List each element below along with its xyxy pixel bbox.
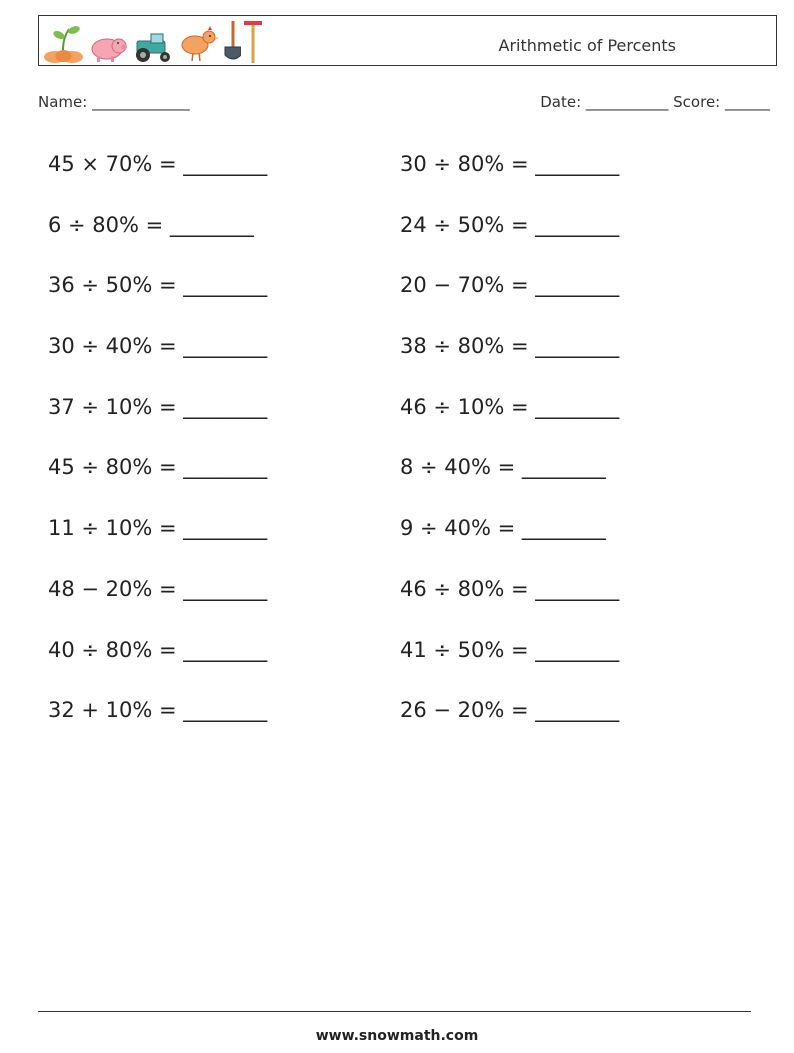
rake-icon <box>243 19 263 63</box>
footer-website: www.snowmath.com <box>315 1028 479 1044</box>
chicken-icon <box>177 23 219 63</box>
problem-14: 9 ÷ 40% = ________ <box>400 516 606 541</box>
shovel-icon <box>221 19 241 63</box>
problem-row <box>48 269 768 330</box>
name-field-label: Name: _____________ <box>38 93 190 111</box>
header-icons <box>43 19 263 63</box>
problem-10: 46 ÷ 10% = ________ <box>400 394 620 419</box>
problem-grid <box>48 148 768 755</box>
pig-icon <box>87 33 129 63</box>
problem-row <box>48 148 768 209</box>
worksheet-title: Arithmetic of Percents <box>498 36 676 55</box>
problem-row <box>48 634 768 695</box>
problem-row <box>48 573 768 634</box>
problem-9: 37 ÷ 10% = ________ <box>48 394 268 419</box>
problem-5: 36 ÷ 50% = ________ <box>48 273 268 298</box>
problem-17: 40 ÷ 80% = ________ <box>48 637 268 662</box>
problem-12: 8 ÷ 40% = ________ <box>400 455 606 480</box>
problem-4: 24 ÷ 50% = ________ <box>400 212 620 237</box>
problem-row <box>48 330 768 391</box>
problem-13: 11 ÷ 10% = ________ <box>48 516 268 541</box>
problem-6: 20 − 70% = ________ <box>400 273 620 298</box>
problem-row <box>48 209 768 270</box>
worksheet-header <box>38 15 777 66</box>
date-score-label: Date: ___________ Score: ______ <box>540 93 770 111</box>
problem-20: 26 − 20% = ________ <box>400 698 620 723</box>
problem-row <box>48 451 768 512</box>
problem-19: 32 + 10% = ________ <box>48 698 268 723</box>
problem-16: 46 ÷ 80% = ________ <box>400 576 620 601</box>
problem-18: 41 ÷ 50% = ________ <box>400 637 620 662</box>
problem-8: 38 ÷ 80% = ________ <box>400 334 620 359</box>
problem-2: 30 ÷ 80% = ________ <box>400 152 620 176</box>
tractor-icon <box>131 31 175 63</box>
problem-row <box>48 391 768 452</box>
footer-divider <box>38 1011 751 1012</box>
problem-row <box>48 694 768 755</box>
problem-3: 6 ÷ 80% = ________ <box>48 212 254 237</box>
sprout-pumpkin-icon <box>43 21 85 63</box>
problem-1: 45 × 70% = ________ <box>48 152 268 176</box>
problem-7: 30 ÷ 40% = ________ <box>48 334 268 359</box>
problem-15: 48 − 20% = ________ <box>48 576 268 601</box>
problem-row <box>48 512 768 573</box>
problem-11: 45 ÷ 80% = ________ <box>48 455 268 480</box>
